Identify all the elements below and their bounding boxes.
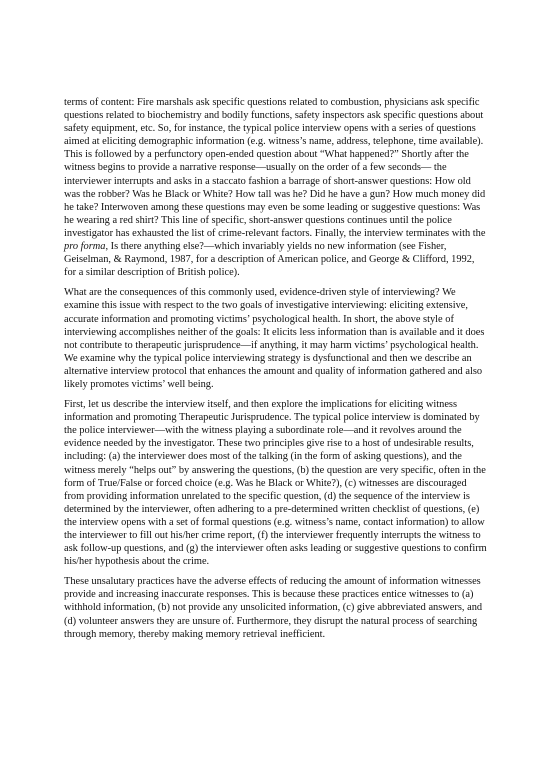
pro-forma-italic: pro forma [64,241,106,253]
paragraph-3: First, let us describe the interview itself, and then explore the implications for eliciting witness information and promoting Therapeutic Jurisprudence. The typical police interview is dominated by the police interviewer—with the witness playing a subordinate role—and it revolves around the evidence needed by the investigator. These two principles give rise to a host of undesirable results, including: (a) the interviewer does most of the talking (in the form of asking questions), and the witness merely “helps out” by answering the questions, (b) the question are very specific, often in the form of True/False or forced choice (e.g. Was he Black or White?), (c) witnesses are discouraged from providing information unrelated to the specific question, (d) the sequence of the interview is determined by the interviewer, often adhering to a pre-determined written checklist of questions, (e) the interview opens with a set of formal questions (e.g. witness’s name, contact information) to allow the interviewer to fill out his/her crime report, (f) the interviewer frequently interrupts the witness to ask follow-up questions, and (g) the interviewer often asks leading or suggestive questions to confirm his/her hypothesis about the crime. [64,399,487,568]
paragraph-2: What are the consequences of this commonly used, evidence-driven style of interviewing? We examine this issue with respect to the two goals of investigative interviewing: eliciting extensive, accurate information and promoting victims’ psychological health. In short, the above style of interviewing accomplishes neither of the goals: It elicits less information than is available and it does not contribute to therapeutic jurisprudence—if anything, it may harm victims’ psychological health. We examine why the typical police interviewing strategy is dysfunctional and then we describe an alternative interview protocol that enhances the amount and quality of information gathered and also likely promotes victims’ well being. [64,287,485,390]
paragraph-1-text-b: , Is there anything else?—which invariably yields no new information (see Fisher, Geiselman, & Raymond, 1987, for a description of American police, and George & Clifford, 1992, for a similar description of British police). [64,241,475,279]
paragraph-4: These unsalutary practices have the adverse effects of reducing the amount of information witnesses provide and increasing inaccurate responses. This is because these practices entice witnesses to (a) withhold information, (b) not provide any unsolicited information, (c) give abbreviated answers, and (d) volunteer answers they are unsure of. Furthermore, they disrupt the natural process of searching through memory, thereby making memory retrieval inefficient. [64,576,483,640]
document-page [64,96,488,648]
paragraph-1-text-a: terms of content: Fire marshals ask specific questions related to combustion, physicians ask specific questions related to biochemistry and bodily functions, safety inspectors ask specific questions about safety equipment, etc. So, for instance, the typical police interview opens with a series of questions aimed at eliciting demographic information (e.g. witness’s name, address, telephone, time available). This is followed by a perfunctory open-ended question about “What happened?” Shortly after the witness begins to provide a narrative response—usually on the order of a few seconds— the interviewer interrupts and asks in a staccato fashion a barrage of short-answer questions: How old was the robber? Was he Black or White? How tall was he? Did he have a gun? How much money did he take? Interwoven among these questions may even be some leading or suggestive questions: Was he wearing a red shirt? This line of specific, short-answer questions continues until the police investigator has exhausted the list of crime-relevant factors. Finally, the interview terminates with the [64,97,486,239]
paragraph-1 [64,96,488,279]
